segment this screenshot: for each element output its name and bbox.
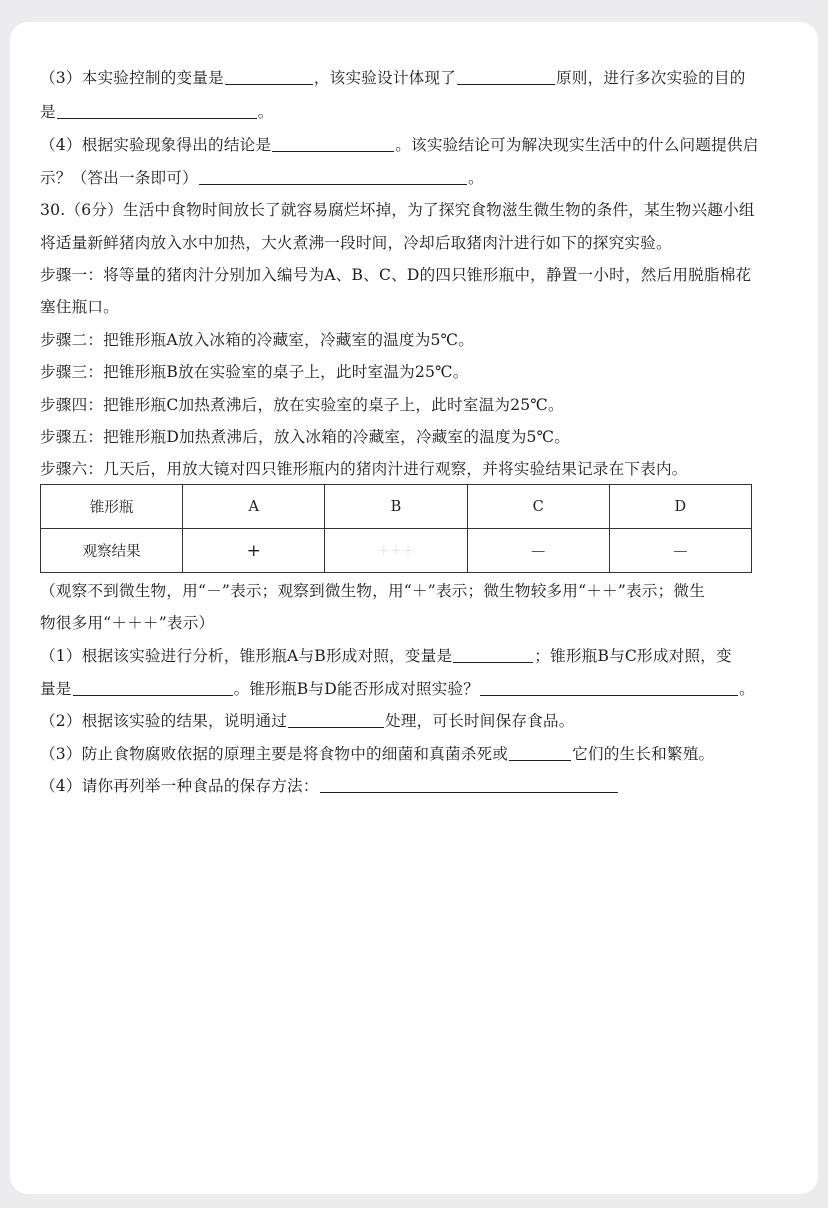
sub-q3: （3）防止食物腐败依据的原理主要是将食物中的细菌和真菌杀死或 它们的生长和繁殖。 xyxy=(40,745,715,763)
answer-blank[interactable] xyxy=(320,777,618,793)
result-cell-c: － xyxy=(467,529,609,573)
answer-blank[interactable] xyxy=(225,69,313,85)
table-header-row xyxy=(41,485,752,529)
table-header-cell: 锥形瓶 xyxy=(41,485,183,529)
step4: 步骤四：把锥形瓶C加热煮沸后，放在实验室的桌子上，此时室温为25℃。 xyxy=(40,396,564,414)
table-header-cell: B xyxy=(325,485,467,529)
row-label: 观察结果 xyxy=(41,529,183,573)
legend-note-line1: （观察不到微生物，用“－”表示；观察到微生物，用“＋”表示；微生物较多用“＋＋”表示；微生 xyxy=(40,582,705,600)
step2: 步骤二：把锥形瓶A放入冰箱的冷藏室，冷藏室的温度为5℃。 xyxy=(40,331,475,349)
sub-q1-line1: （1）根据该实验进行分析，锥形瓶A与B形成对照，变量是 ；锥形瓶B与C形成对照，变 xyxy=(40,647,732,665)
answer-blank[interactable] xyxy=(73,680,233,696)
prev-q3-line2: 是 。 xyxy=(40,103,274,121)
answer-blank[interactable] xyxy=(457,69,555,85)
worksheet-page xyxy=(10,22,818,1194)
step6: 步骤六：几天后，用放大镜对四只锥形瓶内的猪肉汁进行观察，并将实验结果记录在下表内。 xyxy=(40,460,688,478)
step1-line1: 步骤一：将等量的猪肉汁分别加入编号为A、B、C、D的四只锥形瓶中，静置一小时，然后用脱脂棉花 xyxy=(40,266,752,284)
prev-q4-line1: （4）根据实验现象得出的结论是 。该实验结论可为解决现实生活中的什么问题提供启 xyxy=(40,136,759,154)
result-cell-b: +++ xyxy=(325,529,467,573)
answer-blank[interactable] xyxy=(480,680,738,696)
q30-intro-line2: 将适量新鲜猪肉放入水中加热，大火煮沸一段时间，冷却后取猪肉汁进行如下的探究实验。 xyxy=(40,234,672,252)
step3: 步骤三：把锥形瓶B放在实验室的桌子上，此时室温为25℃。 xyxy=(40,363,469,381)
legend-note-line2: 物很多用“＋＋＋”表示） xyxy=(40,614,215,632)
result-cell-d: － xyxy=(609,529,751,573)
sub-q4: （4）请你再列举一种食品的保存方法： xyxy=(40,776,619,796)
answer-blank[interactable] xyxy=(57,103,257,119)
prev-q4-line2: 示？（答出一条即可） 。 xyxy=(40,169,484,187)
observation-table xyxy=(40,484,752,573)
answer-blank[interactable] xyxy=(509,745,571,761)
prev-q3-line1: （3）本实验控制的变量是 ，该实验设计体现了 原则，进行多次实验的目的 xyxy=(40,69,746,87)
answer-blank[interactable] xyxy=(453,647,533,663)
table-row xyxy=(41,529,752,573)
step5: 步骤五：把锥形瓶D加热煮沸后，放入冰箱的冷藏室，冷藏室的温度为5℃。 xyxy=(40,428,571,446)
table-header-cell: A xyxy=(183,485,325,529)
result-cell-a: + xyxy=(183,529,325,573)
q30-intro-line1: 30.（6分）生活中食物时间放长了就容易腐烂坏掉，为了探究食物滋生微生物的条件，某生物兴趣小组 xyxy=(40,201,755,219)
answer-blank[interactable] xyxy=(272,136,394,152)
step1-line2: 塞住瓶口。 xyxy=(40,298,119,316)
answer-blank[interactable] xyxy=(199,169,467,185)
sub-q1-line2: 量是 。锥形瓶B与D能否形成对照实验？ 。 xyxy=(40,680,755,698)
sub-q2: （2）根据该实验的结果，说明通过 处理，可长时间保存食品。 xyxy=(40,712,575,730)
table-header-cell: D xyxy=(609,485,751,529)
table-header-cell: C xyxy=(467,485,609,529)
answer-blank[interactable] xyxy=(288,712,384,728)
